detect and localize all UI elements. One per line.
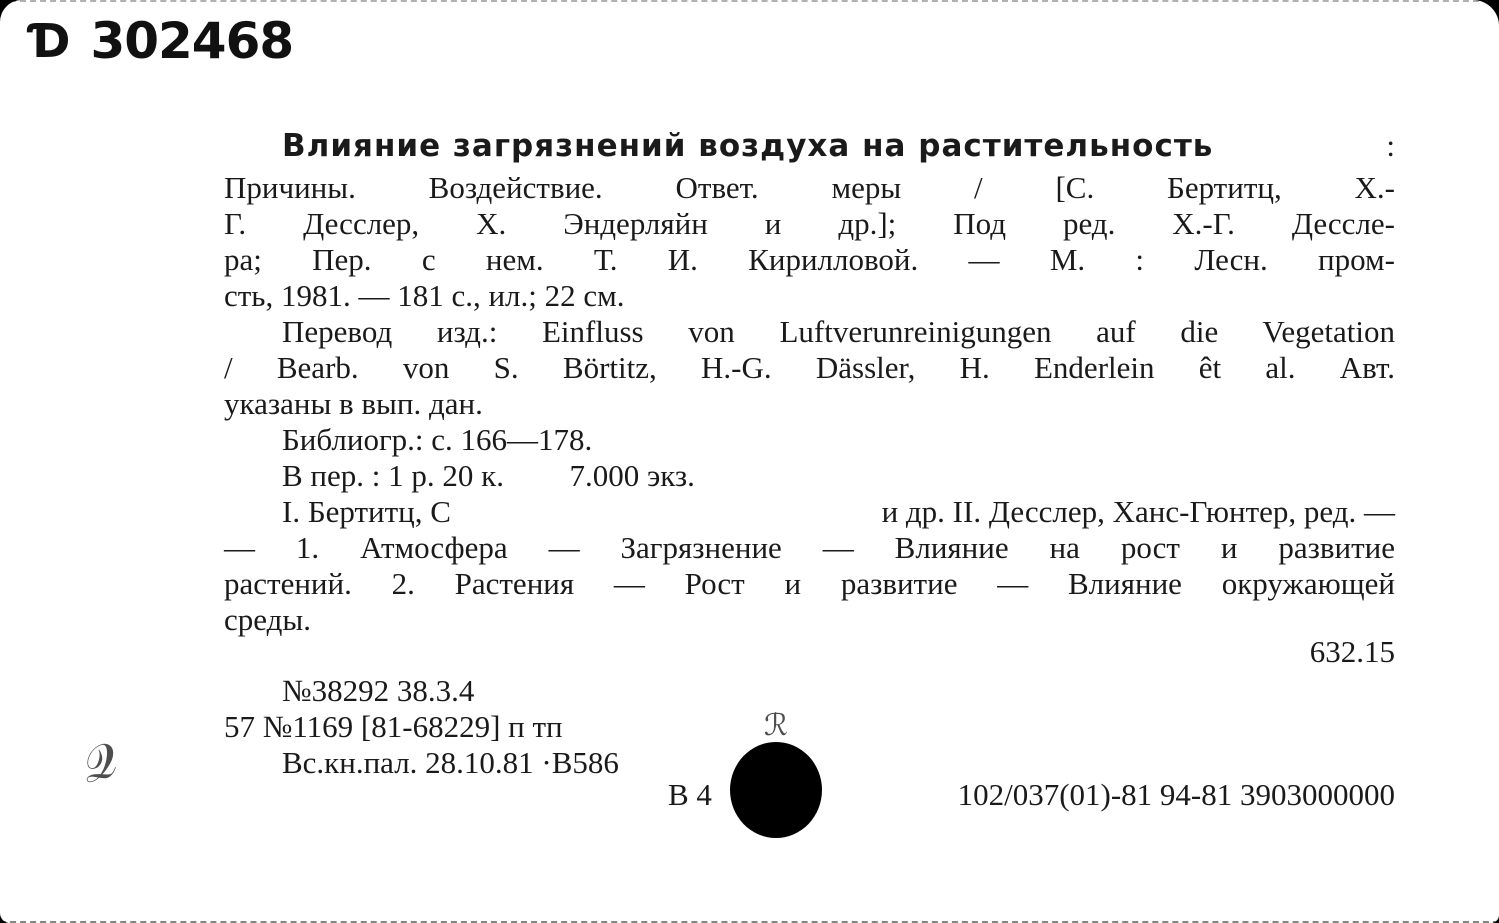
original-title-line: / Bearb. von S. Börtitz, H.-G. Dässler, H. Enderlein êt al. Авт. xyxy=(224,350,1395,385)
price: В пер. : 1 р. 20 к. xyxy=(282,458,504,493)
udc-number: 632.15 xyxy=(1309,634,1395,669)
description-line: ра; Пер. с нем. Т. И. Кирилловой. — М. : Лесн. пром- xyxy=(224,242,1395,277)
subjects-line: среды. xyxy=(224,602,311,637)
description-line: Г. Десслер, Х. Эндерляйн и др.]; Под ред. Х.-Г. Дессле- xyxy=(224,206,1395,241)
print-run: 7.000 экз. xyxy=(569,458,695,493)
description-line: Причины. Воздействие. Ответ. меры / [С. Бертитц, Х.- xyxy=(224,170,1395,205)
punch-hole xyxy=(730,742,822,838)
card-bottom-edge xyxy=(0,913,1499,923)
title-colon: : xyxy=(1386,128,1395,163)
catalog-number: 57 №1169 [81-68229] п тп xyxy=(224,709,563,744)
bibliography-note: Библиогр.: с. 166—178. xyxy=(282,422,593,457)
order-number: №38292 38.3.4 xyxy=(282,673,475,708)
accession-stamp xyxy=(30,10,293,72)
description-line: сть, 1981. — 181 с., ил.; 22 см. xyxy=(224,278,625,313)
title-line xyxy=(224,128,1395,164)
accession-number: 302468 xyxy=(90,12,294,70)
subjects-line: — 1. Атмосфера — Загрязнение — Влияние на рост и развитие xyxy=(224,530,1395,565)
tracing-author: I. Бертитц, С xyxy=(282,494,451,529)
price-line xyxy=(224,458,1395,494)
subjects-line: растений. 2. Растения — Рост и развитие — Влияние окружающей xyxy=(224,566,1395,601)
card-top-edge xyxy=(0,0,1499,10)
tracings-line xyxy=(224,494,1395,530)
code-prefix: В 4 xyxy=(668,777,712,812)
handwritten-mark-left: 𝒬 xyxy=(75,731,123,795)
book-title: Влияние загрязнений воздуха на растительность xyxy=(282,128,1214,164)
original-title-line: Перевод изд.: Einfluss von Luftverunreinigungen auf die Vegetation xyxy=(282,314,1395,349)
publisher-code: 102/037(01)-81 94-81 3903000000 xyxy=(957,777,1395,812)
accession-prefix: Ɗ xyxy=(30,14,71,68)
original-title-line: указаны в вып. дан. xyxy=(224,386,483,421)
tracing-editor: и др. II. Десслер, Ханс-Гюнтер, ред. — xyxy=(881,494,1395,529)
handwritten-mark: ℛ xyxy=(764,708,788,743)
registration-line: Вс.кн.пал. 28.10.81 ·B586 xyxy=(282,745,619,780)
